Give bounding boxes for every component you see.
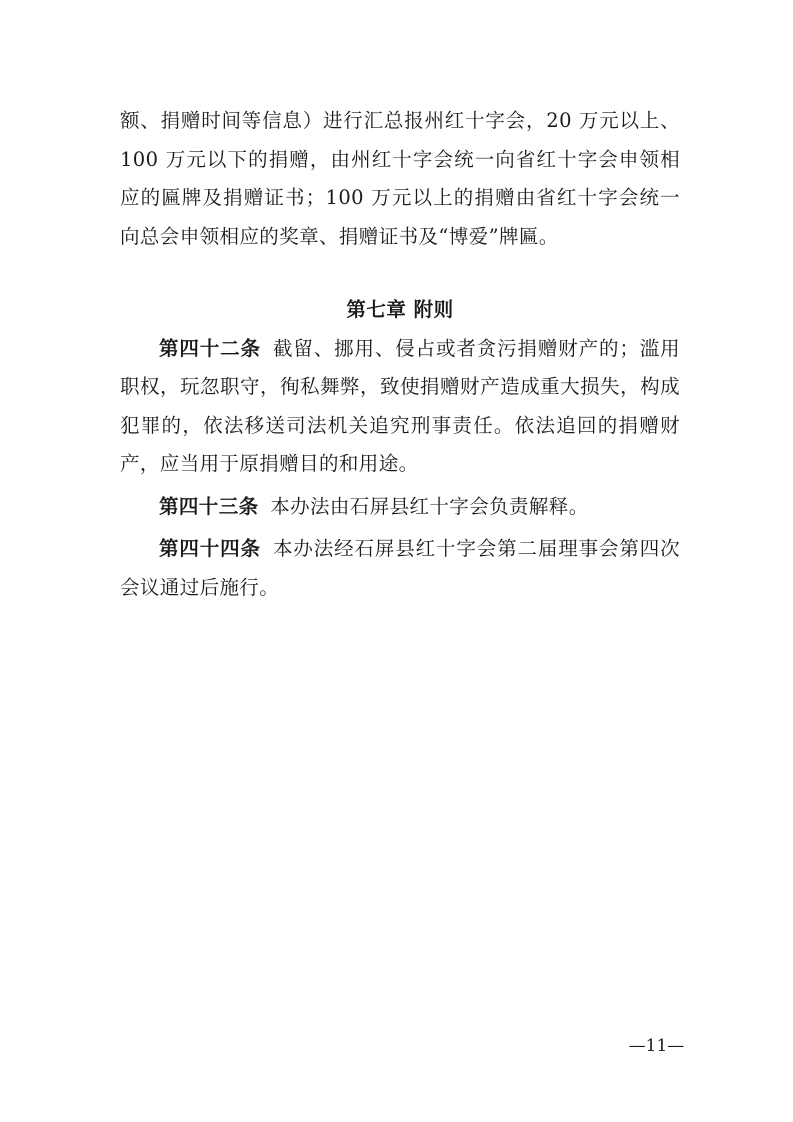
article-43	[120, 488, 680, 527]
article-44-text: 本办法经石屏县红十字会第二届理事会第四次会议通过后施行。	[120, 537, 680, 599]
page-content	[120, 102, 680, 607]
article-42-label: 第四十二条	[159, 336, 261, 360]
article-44	[120, 530, 680, 607]
article-43-text: 本办法由石屏县红十字会负责解释。	[270, 494, 589, 518]
page-number: —11—	[628, 1036, 685, 1056]
article-42	[120, 330, 680, 484]
continuation-paragraph: 额、捐赠时间等信息）进行汇总报州红十字会，20 万元以上、100 万元以下的捐赠，由州红十字会统一向省红十字会申领相应的匾牌及捐赠证书；100 万元以上的捐赠由省红十字会统一向总会申领相应的奖章、捐赠证书及“博爱”牌匾。	[120, 109, 680, 248]
article-42-text: 截留、挪用、侵占或者贪污捐赠财产的；滥用职权，玩忽职守，徇私舞弊，致使捐赠财产造成重大损失，构成犯罪的，依法移送司法机关追究刑事责任。依法追回的捐赠财产，应当用于原捐赠目的和用途。	[120, 336, 680, 475]
article-43-label: 第四十三条	[159, 494, 259, 518]
chapter-heading: 第七章 附则	[346, 298, 454, 321]
article-44-label: 第四十四条	[159, 537, 261, 560]
